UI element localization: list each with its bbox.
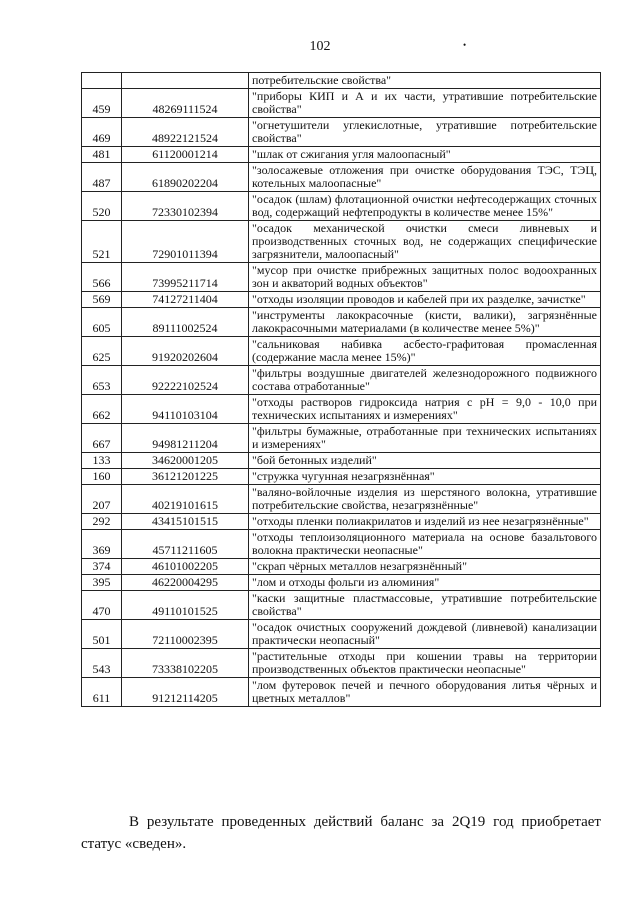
fkko-code-cell: 72110002395 bbox=[122, 620, 249, 649]
waste-number-cell: 569 bbox=[82, 292, 122, 308]
fkko-code-cell: 48269111524 bbox=[122, 89, 249, 118]
waste-table-body bbox=[82, 73, 601, 707]
table-row bbox=[82, 192, 601, 221]
waste-number-cell: 481 bbox=[82, 147, 122, 163]
table-row bbox=[82, 575, 601, 591]
table-row bbox=[82, 530, 601, 559]
table-row bbox=[82, 221, 601, 263]
waste-number-cell: 543 bbox=[82, 649, 122, 678]
fkko-code-cell: 92222102524 bbox=[122, 366, 249, 395]
waste-number-cell bbox=[82, 73, 122, 89]
waste-description-cell: "фильтры бумажные, отработанные при технических испытаниях и измерениях" bbox=[249, 424, 601, 453]
waste-table bbox=[81, 72, 601, 707]
waste-description-cell: "инструменты лакокрасочные (кисти, валики), загрязнённые лакокрасочными материалами (в количестве менее 5%)" bbox=[249, 308, 601, 337]
waste-number-cell: 662 bbox=[82, 395, 122, 424]
waste-number-cell: 605 bbox=[82, 308, 122, 337]
page-number: 102 bbox=[309, 39, 331, 54]
table-row bbox=[82, 453, 601, 469]
waste-description-cell: "фильтры воздушные двигателей железнодорожного подвижного состава отработанные" bbox=[249, 366, 601, 395]
table-row bbox=[82, 485, 601, 514]
fkko-code-cell: 73338102205 bbox=[122, 649, 249, 678]
waste-number-cell: 521 bbox=[82, 221, 122, 263]
waste-number-cell: 520 bbox=[82, 192, 122, 221]
table-row bbox=[82, 649, 601, 678]
waste-description-cell: потребительские свойства" bbox=[249, 73, 601, 89]
table-row bbox=[82, 514, 601, 530]
waste-number-cell: 487 bbox=[82, 163, 122, 192]
waste-number-cell: 566 bbox=[82, 263, 122, 292]
table-row bbox=[82, 163, 601, 192]
fkko-code-cell: 94981211204 bbox=[122, 424, 249, 453]
fkko-code-cell: 61120001214 bbox=[122, 147, 249, 163]
fkko-code-cell: 36121201225 bbox=[122, 469, 249, 485]
balance-status-paragraph: В результате проведенных действий баланс за 2Q19 год приобретает статус «сведен». bbox=[81, 814, 601, 852]
table-row bbox=[82, 292, 601, 308]
waste-description-cell: "лом футеровок печей и печного оборудования литья чёрных и цветных металлов" bbox=[249, 678, 601, 707]
fkko-code-cell: 73995211714 bbox=[122, 263, 249, 292]
waste-description-cell: "осадок (шлам) флотационной очистки нефтесодержащих сточных вод, содержащий нефтепродукты в количестве менее 15%" bbox=[249, 192, 601, 221]
fkko-code-cell: 40219101615 bbox=[122, 485, 249, 514]
fkko-code-cell: 61890202204 bbox=[122, 163, 249, 192]
waste-number-cell: 395 bbox=[82, 575, 122, 591]
waste-number-cell: 374 bbox=[82, 559, 122, 575]
waste-description-cell: "отходы пленки полиакрилатов и изделий из нее незагрязнённые" bbox=[249, 514, 601, 530]
waste-description-cell: "осадок очистных сооружений дождевой (ливневой) канализации практически неопасный" bbox=[249, 620, 601, 649]
waste-description-cell: "отходы теплоизоляционного материала на основе базальтового волокна практически неопасные" bbox=[249, 530, 601, 559]
fkko-code-cell: 94110103104 bbox=[122, 395, 249, 424]
table-row bbox=[82, 89, 601, 118]
fkko-code-cell: 72901011394 bbox=[122, 221, 249, 263]
table-row bbox=[82, 424, 601, 453]
waste-number-cell: 133 bbox=[82, 453, 122, 469]
waste-description-cell: "бой бетонных изделий" bbox=[249, 453, 601, 469]
waste-number-cell: 369 bbox=[82, 530, 122, 559]
waste-number-cell: 160 bbox=[82, 469, 122, 485]
fkko-code-cell: 45711211605 bbox=[122, 530, 249, 559]
fkko-code-cell: 49110101525 bbox=[122, 591, 249, 620]
waste-description-cell: "шлак от сжигания угля малоопасный" bbox=[249, 147, 601, 163]
waste-description-cell: "лом и отходы фольги из алюминия" bbox=[249, 575, 601, 591]
waste-description-cell: "валяно-войлочные изделия из шерстяного волокна, утратившие потребительские свойства, незагрязнённые" bbox=[249, 485, 601, 514]
waste-number-cell: 470 bbox=[82, 591, 122, 620]
waste-description-cell: "приборы КИП и А и их части, утратившие потребительские свойства" bbox=[249, 89, 601, 118]
waste-number-cell: 667 bbox=[82, 424, 122, 453]
fkko-code-cell bbox=[122, 73, 249, 89]
table-row bbox=[82, 678, 601, 707]
table-row bbox=[82, 559, 601, 575]
waste-number-cell: 207 bbox=[82, 485, 122, 514]
waste-description-cell: "золосажевые отложения при очистке оборудования ТЭС, ТЭЦ, котельных малоопасные" bbox=[249, 163, 601, 192]
waste-number-cell: 625 bbox=[82, 337, 122, 366]
table-row bbox=[82, 73, 601, 89]
waste-number-cell: 611 bbox=[82, 678, 122, 707]
fkko-code-cell: 72330102394 bbox=[122, 192, 249, 221]
table-row bbox=[82, 591, 601, 620]
table-row bbox=[82, 263, 601, 292]
table-row bbox=[82, 147, 601, 163]
waste-description-cell: "стружка чугунная незагрязнённая" bbox=[249, 469, 601, 485]
fkko-code-cell: 91212114205 bbox=[122, 678, 249, 707]
table-row bbox=[82, 366, 601, 395]
fkko-code-cell: 34620001205 bbox=[122, 453, 249, 469]
table-row bbox=[82, 308, 601, 337]
waste-number-cell: 292 bbox=[82, 514, 122, 530]
waste-description-cell: "мусор при очистке прибрежных защитных полос водоохранных зон и акваторий водных объектов" bbox=[249, 263, 601, 292]
waste-description-cell: "отходы растворов гидроксида натрия с рН = 9,0 - 10,0 при технических испытаниях и измерениях" bbox=[249, 395, 601, 424]
waste-number-cell: 459 bbox=[82, 89, 122, 118]
fkko-code-cell: 89111002524 bbox=[122, 308, 249, 337]
fkko-code-cell: 48922121524 bbox=[122, 118, 249, 147]
fkko-code-cell: 91920202604 bbox=[122, 337, 249, 366]
fkko-code-cell: 43415101515 bbox=[122, 514, 249, 530]
waste-number-cell: 469 bbox=[82, 118, 122, 147]
table-row bbox=[82, 337, 601, 366]
waste-number-cell: 501 bbox=[82, 620, 122, 649]
table-row bbox=[82, 469, 601, 485]
fkko-code-cell: 46101002205 bbox=[122, 559, 249, 575]
table-row bbox=[82, 395, 601, 424]
fkko-code-cell: 46220004295 bbox=[122, 575, 249, 591]
waste-description-cell: "скрап чёрных металлов незагрязнённый" bbox=[249, 559, 601, 575]
waste-description-cell: "сальниковая набивка асбесто-графитовая промасленная (содержание масла менее 15%)" bbox=[249, 337, 601, 366]
table-row bbox=[82, 620, 601, 649]
waste-number-cell: 653 bbox=[82, 366, 122, 395]
waste-description-cell: "отходы изоляции проводов и кабелей при их разделке, зачистке" bbox=[249, 292, 601, 308]
fkko-code-cell: 74127211404 bbox=[122, 292, 249, 308]
scan-speck: • bbox=[463, 40, 467, 50]
table-row bbox=[82, 118, 601, 147]
waste-description-cell: "огнетушители углекислотные, утратившие потребительские свойства" bbox=[249, 118, 601, 147]
waste-description-cell: "каски защитные пластмассовые, утратившие потребительские свойства" bbox=[249, 591, 601, 620]
waste-description-cell: "осадок механической очистки смеси ливневых и производственных сточных вод, не содержащих специфические загрязнители, малоопасный" bbox=[249, 221, 601, 263]
waste-description-cell: "растительные отходы при кошении травы на территории производственных объектов практически неопасные" bbox=[249, 649, 601, 678]
